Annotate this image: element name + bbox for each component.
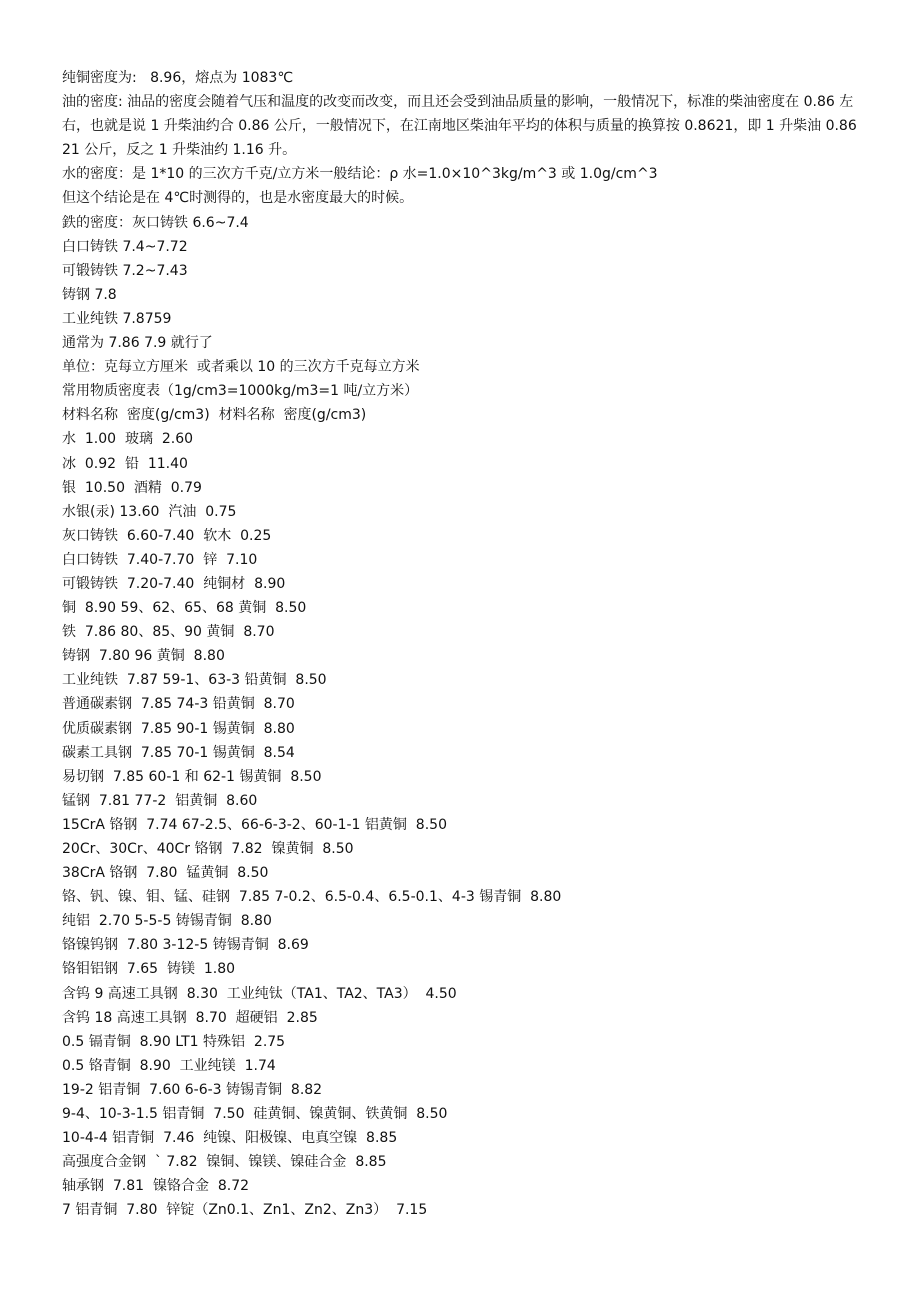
table-row: 水银(汞) 13.60 汽油 0.75 — [62, 503, 237, 520]
table-row: 高强度合金钢 ` 7.82 镍铜、镍镁、镍硅合金 8.85 — [62, 1154, 387, 1171]
table-row: 38CrA 铬钢 7.80 锰黄铜 8.50 — [62, 865, 269, 882]
table-row: 10-4-4 铝青铜 7.46 纯镍、阳极镍、电真空镍 8.85 — [62, 1130, 398, 1147]
oil-density-paragraph: 油的密度: 油品的密度会随着气压和温度的改变而改变，而且还会受到油品质量的影响，一般情况下，标准的柴油密度在 0.86 左右，也就是说 1 升柴油约合 0.86 公斤，一般情况下，在江南地区柴油年平均的体积与质量的换算按 0.8621，即 1 升柴油 0.8621 公斤，反之 1 升柴油约 1.16 升。 — [62, 94, 857, 159]
table-row: 易切钢 7.85 60-1 和 62-1 锡黄铜 8.50 — [62, 768, 322, 785]
table-title: 常用物质密度表（1g/cm3=1000kg/m3=1 吨/立方米） — [62, 383, 419, 400]
table-row: 20Cr、30Cr、40Cr 铬钢 7.82 镍黄铜 8.50 — [62, 841, 354, 857]
table-row: 冰 0.92 铅 11.40 — [62, 455, 188, 472]
water-density-line: 水的密度：是 1*10 的三次方千克/立方米一般结论：ρ 水=1.0×10^3kg/m^3 或 1.0g/cm^3 — [62, 166, 658, 183]
table-row: 铁 7.86 80、85、90 黄铜 8.70 — [62, 624, 275, 641]
table-header: 材料名称 密度(g/cm3) 材料名称 密度(g/cm3) — [62, 407, 367, 424]
table-row: 铜 8.90 59、62、65、68 黄铜 8.50 — [62, 600, 307, 617]
text-line: 通常为 7.86 7.9 就行了 — [62, 335, 213, 352]
water-density-note: 但这个结论是在 4℃时测得的，也是水密度最大的时候。 — [62, 190, 414, 207]
text-line: 可锻铸铁 7.2~7.43 — [62, 262, 188, 279]
table-row: 含钨 9 高速工具钢 8.30 工业纯钛（TA1、TA2、TA3） 4.50 — [62, 985, 457, 1002]
table-row: 铬钼铝钢 7.65 铸镁 1.80 — [62, 961, 236, 978]
table-row: 铬、钒、镍、钼、锰、硅钢 7.85 7-0.2、6.5-0.4、6.5-0.1、4-3 锡青铜 8.80 — [62, 889, 562, 906]
text-line: 工业纯铁 7.8759 — [62, 310, 172, 327]
table-row: 15CrA 铬钢 7.74 67-2.5、66-6-3-2、60-1-1 铝黄铜 8.50 — [62, 816, 447, 833]
table-row: 可锻铸铁 7.20-7.40 纯铜材 8.90 — [62, 575, 286, 592]
table-row: 锰钢 7.81 77-2 铝黄铜 8.60 — [62, 792, 258, 809]
table-row: 0.5 镉青铜 8.90 LT1 特殊铝 2.75 — [62, 1033, 286, 1050]
table-row: 铸钢 7.80 96 黄铜 8.80 — [62, 648, 225, 665]
table-row: 灰口铸铁 6.60-7.40 软木 0.25 — [62, 527, 272, 544]
table-row: 9-4、10-3-1.5 铝青铜 7.50 硅黄铜、镍黄铜、铁黄铜 8.50 — [62, 1106, 448, 1123]
table-row: 碳素工具钢 7.85 70-1 锡黄铜 8.54 — [62, 744, 295, 761]
table-row: 7 铝青铜 7.80 锌锭（Zn0.1、Zn1、Zn2、Zn3） 7.15 — [62, 1202, 428, 1219]
unit-line: 单位：克每立方厘米 或者乘以 10 的三次方千克每立方米 — [62, 359, 420, 376]
table-row: 纯铝 2.70 5-5-5 铸锡青铜 8.80 — [62, 913, 272, 930]
text-line: 铸钢 7.8 — [62, 286, 117, 303]
iron-density-line: 鉄的密度：灰口铸铁 6.6~7.4 — [62, 214, 249, 231]
table-row: 优质碳素钢 7.85 90-1 锡黄铜 8.80 — [62, 720, 295, 737]
table-row: 轴承钢 7.81 镍铬合金 8.72 — [62, 1178, 250, 1195]
text-line: 白口铸铁 7.4~7.72 — [62, 238, 188, 255]
table-row: 19-2 铝青铜 7.60 6-6-3 铸锡青铜 8.82 — [62, 1081, 323, 1098]
table-row: 普通碳素钢 7.85 74-3 铅黄铜 8.70 — [62, 696, 295, 713]
table-row: 含钨 18 高速工具钢 8.70 超硬铝 2.85 — [62, 1009, 318, 1026]
table-row: 白口铸铁 7.40-7.70 锌 7.10 — [62, 551, 258, 568]
table-row: 铬镍钨钢 7.80 3-12-5 铸锡青铜 8.69 — [62, 937, 309, 954]
table-row: 水 1.00 玻璃 2.60 — [62, 431, 194, 448]
table-row: 工业纯铁 7.87 59-1、63-3 铅黄铜 8.50 — [62, 672, 327, 689]
document-body — [62, 66, 862, 1223]
table-row: 银 10.50 酒精 0.79 — [62, 479, 202, 496]
copper-density-line: 纯铜密度为: 8.96，熔点为 1083℃ — [62, 70, 294, 86]
table-row: 0.5 铬青铜 8.90 工业纯镁 1.74 — [62, 1057, 276, 1074]
